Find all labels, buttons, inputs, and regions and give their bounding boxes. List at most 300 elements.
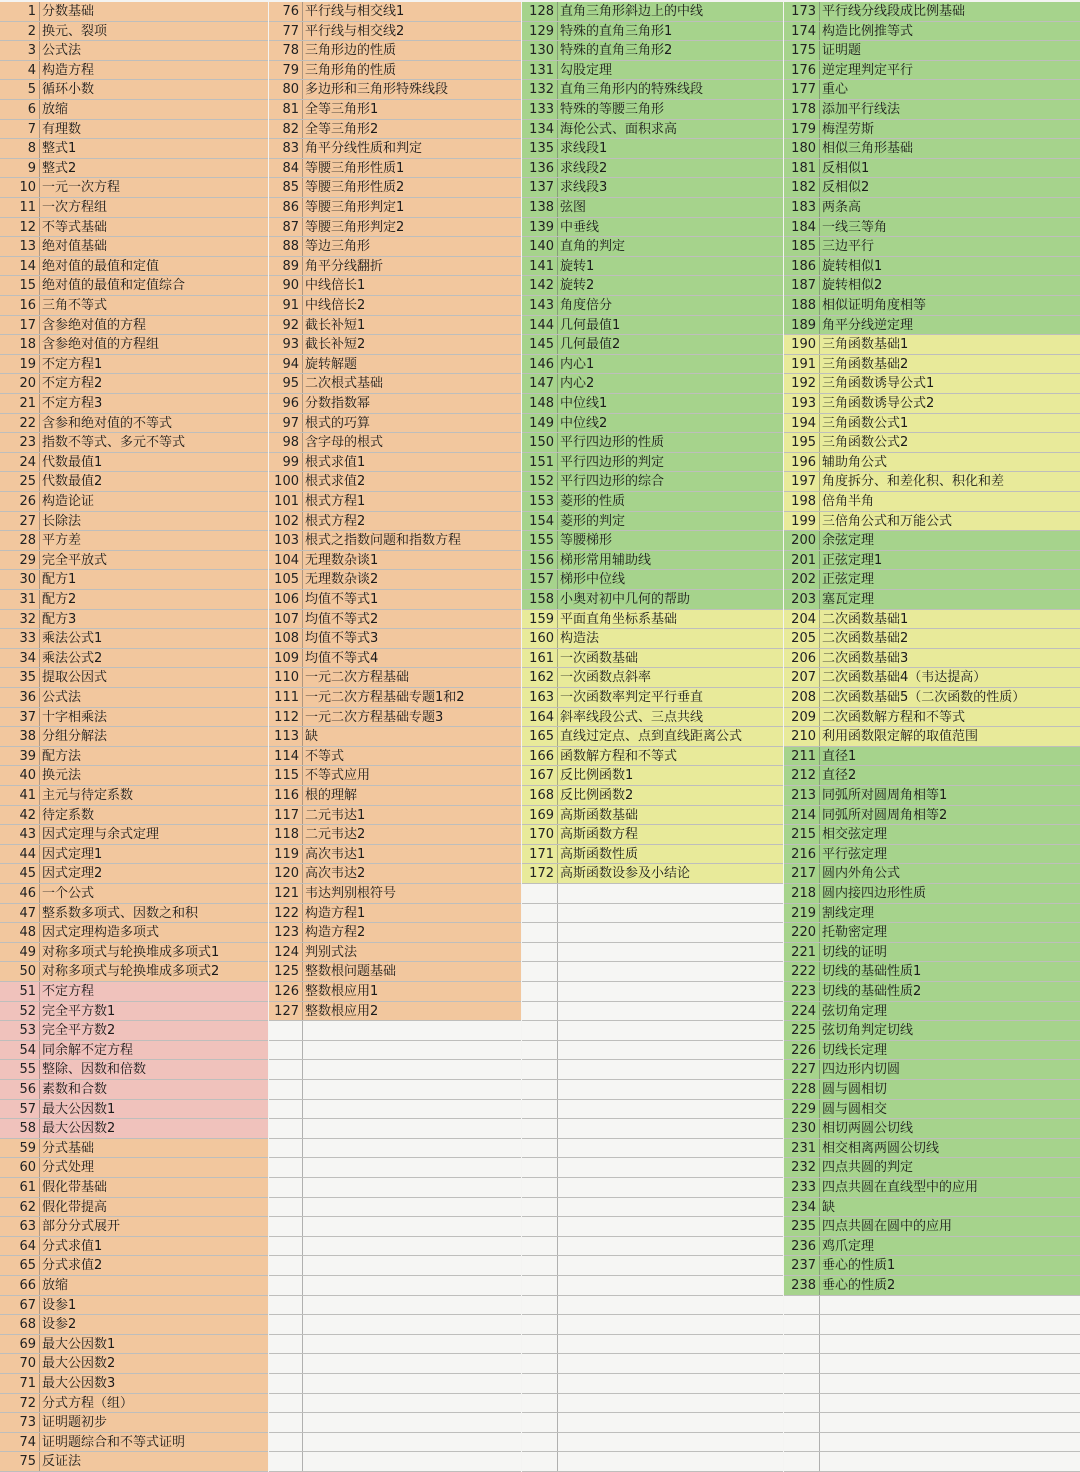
table-row[interactable] [0, 786, 268, 806]
table-row[interactable] [522, 806, 783, 826]
table-row[interactable] [269, 355, 521, 375]
table-row[interactable] [269, 1178, 521, 1198]
table-row[interactable] [269, 1060, 521, 1080]
table-row[interactable] [269, 1354, 521, 1374]
table-row[interactable] [0, 1354, 268, 1374]
table-row[interactable] [269, 825, 521, 845]
table-row[interactable] [522, 80, 783, 100]
table-row[interactable] [0, 1080, 268, 1100]
table-row[interactable] [0, 355, 268, 375]
table-row[interactable] [522, 570, 783, 590]
table-row[interactable] [522, 531, 783, 551]
table-row[interactable] [784, 159, 1080, 179]
table-row[interactable] [0, 1335, 268, 1355]
table-row[interactable] [522, 982, 783, 1002]
table-row[interactable] [522, 962, 783, 982]
table-row[interactable] [522, 394, 783, 414]
table-row[interactable] [522, 1041, 783, 1061]
table-row[interactable] [522, 1158, 783, 1178]
table-row[interactable] [522, 237, 783, 257]
table-row[interactable] [784, 1119, 1080, 1139]
table-row[interactable] [0, 590, 268, 610]
table-row[interactable] [0, 1413, 268, 1433]
table-row[interactable] [269, 1237, 521, 1257]
table-row[interactable] [0, 1237, 268, 1257]
table-row[interactable] [522, 1315, 783, 1335]
table-row[interactable] [0, 688, 268, 708]
table-row[interactable] [0, 904, 268, 924]
table-row[interactable] [522, 649, 783, 669]
table-row[interactable] [269, 1002, 521, 1022]
table-row[interactable] [522, 766, 783, 786]
table-row[interactable] [784, 943, 1080, 963]
table-row[interactable] [269, 80, 521, 100]
table-row[interactable] [0, 139, 268, 159]
table-row[interactable] [522, 1296, 783, 1316]
table-row[interactable] [784, 1080, 1080, 1100]
table-row[interactable] [784, 1394, 1080, 1414]
table-row[interactable] [269, 786, 521, 806]
table-row[interactable] [0, 296, 268, 316]
table-row[interactable] [784, 1100, 1080, 1120]
table-row[interactable] [269, 1374, 521, 1394]
table-row[interactable] [0, 551, 268, 571]
table-row[interactable] [269, 884, 521, 904]
table-row[interactable] [522, 1394, 783, 1414]
table-row[interactable] [269, 1433, 521, 1453]
table-row[interactable] [784, 80, 1080, 100]
table-row[interactable] [522, 1002, 783, 1022]
table-row[interactable] [0, 2, 268, 22]
table-row[interactable] [0, 316, 268, 336]
table-row[interactable] [0, 1433, 268, 1453]
table-row[interactable] [269, 1041, 521, 1061]
table-row[interactable] [0, 610, 268, 630]
table-row[interactable] [269, 1198, 521, 1218]
table-row[interactable] [784, 629, 1080, 649]
table-row[interactable] [0, 1041, 268, 1061]
table-row[interactable] [0, 257, 268, 277]
table-row[interactable] [522, 433, 783, 453]
table-row[interactable] [784, 649, 1080, 669]
table-row[interactable] [0, 727, 268, 747]
table-row[interactable] [269, 433, 521, 453]
table-row[interactable] [0, 159, 268, 179]
table-row[interactable] [784, 1296, 1080, 1316]
table-row[interactable] [784, 1354, 1080, 1374]
table-row[interactable] [784, 394, 1080, 414]
table-row[interactable] [784, 257, 1080, 277]
table-row[interactable] [269, 943, 521, 963]
table-row[interactable] [269, 766, 521, 786]
table-row[interactable] [0, 1374, 268, 1394]
table-row[interactable] [522, 923, 783, 943]
table-row[interactable] [0, 61, 268, 81]
table-row[interactable] [522, 178, 783, 198]
table-row[interactable] [784, 727, 1080, 747]
table-row[interactable] [522, 41, 783, 61]
table-row[interactable] [269, 1139, 521, 1159]
table-row[interactable] [522, 1256, 783, 1276]
table-row[interactable] [0, 198, 268, 218]
table-row[interactable] [269, 1296, 521, 1316]
table-row[interactable] [522, 1060, 783, 1080]
table-row[interactable] [269, 120, 521, 140]
table-row[interactable] [0, 629, 268, 649]
table-row[interactable] [0, 1394, 268, 1414]
table-row[interactable] [522, 610, 783, 630]
table-row[interactable] [269, 531, 521, 551]
table-row[interactable] [269, 22, 521, 42]
table-row[interactable] [269, 688, 521, 708]
table-row[interactable] [784, 316, 1080, 336]
table-row[interactable] [784, 610, 1080, 630]
table-row[interactable] [522, 943, 783, 963]
table-row[interactable] [784, 512, 1080, 532]
table-row[interactable] [0, 1276, 268, 1296]
table-row[interactable] [0, 492, 268, 512]
table-row[interactable] [784, 1237, 1080, 1257]
table-row[interactable] [784, 355, 1080, 375]
table-row[interactable] [522, 492, 783, 512]
table-row[interactable] [784, 864, 1080, 884]
table-row[interactable] [0, 1452, 268, 1472]
table-row[interactable] [0, 943, 268, 963]
table-row[interactable] [522, 1178, 783, 1198]
table-row[interactable] [0, 276, 268, 296]
table-row[interactable] [0, 1296, 268, 1316]
table-row[interactable] [784, 551, 1080, 571]
table-row[interactable] [0, 237, 268, 257]
table-row[interactable] [784, 218, 1080, 238]
table-row[interactable] [522, 864, 783, 884]
table-row[interactable] [269, 923, 521, 943]
table-row[interactable] [522, 1021, 783, 1041]
table-row[interactable] [784, 1452, 1080, 1472]
table-row[interactable] [784, 1256, 1080, 1276]
table-row[interactable] [269, 100, 521, 120]
table-row[interactable] [784, 472, 1080, 492]
table-row[interactable] [0, 570, 268, 590]
table-row[interactable] [784, 22, 1080, 42]
table-row[interactable] [784, 1276, 1080, 1296]
table-row[interactable] [784, 2, 1080, 22]
table-row[interactable] [784, 1198, 1080, 1218]
table-row[interactable] [784, 41, 1080, 61]
table-row[interactable] [522, 472, 783, 492]
table-row[interactable] [522, 1413, 783, 1433]
table-row[interactable] [784, 492, 1080, 512]
table-row[interactable] [784, 1041, 1080, 1061]
table-row[interactable] [784, 296, 1080, 316]
table-row[interactable] [0, 1217, 268, 1237]
table-row[interactable] [0, 1256, 268, 1276]
table-row[interactable] [522, 218, 783, 238]
table-row[interactable] [522, 786, 783, 806]
table-row[interactable] [784, 61, 1080, 81]
table-row[interactable] [0, 41, 268, 61]
table-row[interactable] [522, 1452, 783, 1472]
table-row[interactable] [0, 512, 268, 532]
table-row[interactable] [269, 708, 521, 728]
table-row[interactable] [0, 923, 268, 943]
table-row[interactable] [269, 374, 521, 394]
table-row[interactable] [0, 1315, 268, 1335]
table-row[interactable] [784, 100, 1080, 120]
table-row[interactable] [784, 923, 1080, 943]
table-row[interactable] [0, 649, 268, 669]
table-row[interactable] [269, 629, 521, 649]
table-row[interactable] [269, 747, 521, 767]
table-row[interactable] [784, 1178, 1080, 1198]
table-row[interactable] [0, 414, 268, 434]
table-row[interactable] [522, 1335, 783, 1355]
table-row[interactable] [0, 962, 268, 982]
table-row[interactable] [269, 1217, 521, 1237]
table-row[interactable] [522, 374, 783, 394]
table-row[interactable] [0, 1178, 268, 1198]
table-row[interactable] [269, 806, 521, 826]
table-row[interactable] [522, 551, 783, 571]
table-row[interactable] [269, 257, 521, 277]
table-row[interactable] [269, 570, 521, 590]
table-row[interactable] [0, 178, 268, 198]
table-row[interactable] [784, 688, 1080, 708]
table-row[interactable] [522, 590, 783, 610]
table-row[interactable] [0, 864, 268, 884]
table-row[interactable] [269, 316, 521, 336]
table-row[interactable] [0, 1100, 268, 1120]
table-row[interactable] [784, 1158, 1080, 1178]
table-row[interactable] [522, 276, 783, 296]
table-row[interactable] [784, 904, 1080, 924]
table-row[interactable] [784, 962, 1080, 982]
table-row[interactable] [522, 355, 783, 375]
table-row[interactable] [522, 668, 783, 688]
table-row[interactable] [269, 982, 521, 1002]
table-row[interactable] [269, 551, 521, 571]
table-row[interactable] [269, 178, 521, 198]
table-row[interactable] [784, 786, 1080, 806]
table-row[interactable] [522, 1100, 783, 1120]
table-row[interactable] [784, 237, 1080, 257]
table-row[interactable] [269, 41, 521, 61]
table-row[interactable] [522, 22, 783, 42]
table-row[interactable] [522, 61, 783, 81]
table-row[interactable] [522, 747, 783, 767]
table-row[interactable] [0, 708, 268, 728]
table-row[interactable] [269, 139, 521, 159]
table-row[interactable] [269, 590, 521, 610]
table-row[interactable] [269, 610, 521, 630]
table-row[interactable] [269, 1119, 521, 1139]
table-row[interactable] [784, 668, 1080, 688]
table-row[interactable] [0, 80, 268, 100]
table-row[interactable] [522, 727, 783, 747]
table-row[interactable] [784, 845, 1080, 865]
table-row[interactable] [0, 825, 268, 845]
table-row[interactable] [784, 1002, 1080, 1022]
table-row[interactable] [0, 747, 268, 767]
table-row[interactable] [522, 100, 783, 120]
table-row[interactable] [522, 845, 783, 865]
table-row[interactable] [269, 1021, 521, 1041]
table-row[interactable] [0, 374, 268, 394]
table-row[interactable] [0, 218, 268, 238]
table-row[interactable] [522, 1374, 783, 1394]
table-row[interactable] [269, 394, 521, 414]
table-row[interactable] [269, 904, 521, 924]
table-row[interactable] [269, 453, 521, 473]
table-row[interactable] [522, 884, 783, 904]
table-row[interactable] [784, 1217, 1080, 1237]
table-row[interactable] [522, 1217, 783, 1237]
table-row[interactable] [269, 2, 521, 22]
table-row[interactable] [522, 708, 783, 728]
table-row[interactable] [0, 1119, 268, 1139]
table-row[interactable] [522, 904, 783, 924]
table-row[interactable] [784, 570, 1080, 590]
table-row[interactable] [269, 296, 521, 316]
table-row[interactable] [269, 1315, 521, 1335]
table-row[interactable] [522, 1119, 783, 1139]
table-row[interactable] [0, 1021, 268, 1041]
table-row[interactable] [0, 1002, 268, 1022]
table-row[interactable] [784, 374, 1080, 394]
table-row[interactable] [269, 962, 521, 982]
table-row[interactable] [522, 139, 783, 159]
table-row[interactable] [522, 453, 783, 473]
table-row[interactable] [784, 120, 1080, 140]
table-row[interactable] [269, 276, 521, 296]
table-row[interactable] [269, 1100, 521, 1120]
table-row[interactable] [269, 1335, 521, 1355]
table-row[interactable] [522, 1276, 783, 1296]
table-row[interactable] [522, 629, 783, 649]
table-row[interactable] [0, 884, 268, 904]
table-row[interactable] [522, 1354, 783, 1374]
table-row[interactable] [269, 61, 521, 81]
table-row[interactable] [0, 1060, 268, 1080]
table-row[interactable] [0, 766, 268, 786]
table-row[interactable] [784, 1335, 1080, 1355]
table-row[interactable] [522, 1139, 783, 1159]
table-row[interactable] [522, 1080, 783, 1100]
table-row[interactable] [784, 1433, 1080, 1453]
table-row[interactable] [784, 531, 1080, 551]
table-row[interactable] [0, 1198, 268, 1218]
table-row[interactable] [269, 335, 521, 355]
table-row[interactable] [522, 316, 783, 336]
table-row[interactable] [0, 472, 268, 492]
table-row[interactable] [0, 100, 268, 120]
table-row[interactable] [269, 1276, 521, 1296]
table-row[interactable] [269, 1394, 521, 1414]
table-row[interactable] [269, 1452, 521, 1472]
table-row[interactable] [269, 1080, 521, 1100]
table-row[interactable] [522, 1198, 783, 1218]
table-row[interactable] [784, 433, 1080, 453]
table-row[interactable] [269, 1256, 521, 1276]
table-row[interactable] [0, 806, 268, 826]
table-row[interactable] [784, 1021, 1080, 1041]
table-row[interactable] [522, 1433, 783, 1453]
table-row[interactable] [784, 414, 1080, 434]
table-row[interactable] [522, 335, 783, 355]
table-row[interactable] [0, 1139, 268, 1159]
table-row[interactable] [269, 864, 521, 884]
table-row[interactable] [784, 747, 1080, 767]
table-row[interactable] [0, 845, 268, 865]
table-row[interactable] [522, 198, 783, 218]
table-row[interactable] [522, 414, 783, 434]
table-row[interactable] [784, 806, 1080, 826]
table-row[interactable] [784, 1060, 1080, 1080]
table-row[interactable] [784, 884, 1080, 904]
table-row[interactable] [784, 276, 1080, 296]
table-row[interactable] [784, 1374, 1080, 1394]
table-row[interactable] [269, 845, 521, 865]
table-row[interactable] [269, 512, 521, 532]
table-row[interactable] [269, 668, 521, 688]
table-row[interactable] [784, 1413, 1080, 1433]
table-row[interactable] [784, 335, 1080, 355]
table-row[interactable] [269, 727, 521, 747]
table-row[interactable] [784, 1315, 1080, 1335]
table-row[interactable] [522, 257, 783, 277]
table-row[interactable] [0, 22, 268, 42]
table-row[interactable] [522, 120, 783, 140]
table-row[interactable] [0, 982, 268, 1002]
table-row[interactable] [784, 453, 1080, 473]
table-row[interactable] [784, 766, 1080, 786]
table-row[interactable] [269, 159, 521, 179]
table-row[interactable] [784, 590, 1080, 610]
table-row[interactable] [522, 825, 783, 845]
table-row[interactable] [269, 414, 521, 434]
table-row[interactable] [522, 159, 783, 179]
table-row[interactable] [269, 237, 521, 257]
table-row[interactable] [0, 1158, 268, 1178]
table-row[interactable] [269, 492, 521, 512]
table-row[interactable] [522, 688, 783, 708]
table-row[interactable] [522, 2, 783, 22]
table-row[interactable] [522, 296, 783, 316]
table-row[interactable] [784, 825, 1080, 845]
table-row[interactable] [784, 139, 1080, 159]
table-row[interactable] [522, 1237, 783, 1257]
table-row[interactable] [0, 394, 268, 414]
table-row[interactable] [269, 1413, 521, 1433]
table-row[interactable] [0, 433, 268, 453]
table-row[interactable] [269, 649, 521, 669]
table-row[interactable] [269, 218, 521, 238]
table-row[interactable] [784, 708, 1080, 728]
table-row[interactable] [784, 178, 1080, 198]
table-row[interactable] [0, 531, 268, 551]
table-row[interactable] [0, 335, 268, 355]
table-row[interactable] [0, 668, 268, 688]
table-row[interactable] [269, 198, 521, 218]
table-row[interactable] [269, 472, 521, 492]
table-row[interactable] [0, 453, 268, 473]
table-row[interactable] [0, 120, 268, 140]
table-row[interactable] [522, 512, 783, 532]
table-row[interactable] [784, 982, 1080, 1002]
table-row[interactable] [269, 1158, 521, 1178]
table-row[interactable] [784, 1139, 1080, 1159]
table-row[interactable] [784, 198, 1080, 218]
